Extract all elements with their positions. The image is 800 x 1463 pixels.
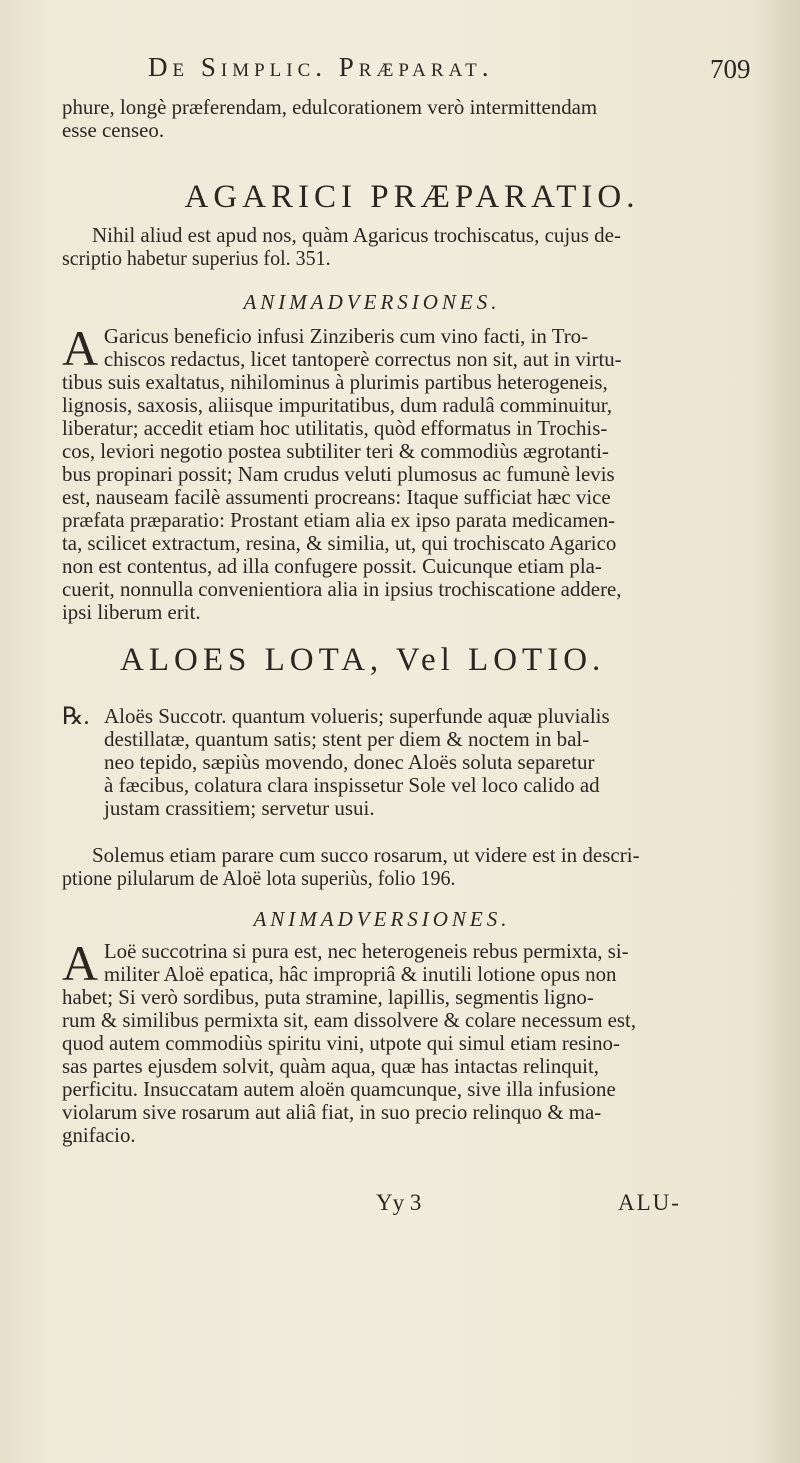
drop-capital: A — [62, 935, 99, 991]
text-line: Garicus beneficio infusi Zinziberis cum vino facti, in Tro- — [103, 324, 589, 348]
text-line: violarum sive rosarum aut aliâ fiat, in suo precio relinquo & ma- — [62, 1100, 602, 1124]
recipe-block — [62, 705, 762, 820]
text-line: ta, scilicet extractum, resina, & similia, ut, qui trochiscato Agarico — [62, 531, 617, 555]
text-line: Aloës Succotr. quantum volueris; superfunde aquæ pluvialis — [104, 704, 610, 728]
text-line: cuerit, nonnulla convenientiora alia in ipsius trochiscatione addere, — [62, 577, 622, 601]
page-number: 709 — [710, 54, 751, 84]
text-line: ipsi liberum erit. — [62, 600, 201, 624]
opening-paragraph — [62, 96, 762, 142]
text-line: liberatur; accedit etiam hoc utilitatis, quòd efformatus in Trochis- — [62, 416, 608, 440]
text-line: ptione pilularum de Aloë lota superiùs, folio 196. — [62, 866, 456, 890]
text-line: scriptio habetur superius fol. 351. — [62, 246, 331, 270]
page-content — [62, 52, 762, 1230]
animadversiones-heading-1: ANIMADVERSIONES. — [243, 290, 501, 314]
text-line: non est contentus, ad illa confugere possit. Cuicunque etiam pla- — [62, 554, 602, 578]
text-line: Solemus etiam parare cum succo rosarum, ut videre est in descri- — [92, 843, 640, 867]
text-line: bus propinari possit; Nam crudus veluti plumosus ac fumunè levis — [62, 462, 615, 486]
text-line: esse censeo. — [62, 118, 165, 142]
text-line: à fæcibus, colatura clara inspissetur Sole vel loco calido ad — [104, 773, 600, 797]
text-line: quod autem commodiùs spiritu vini, utpote qui simul etiam resino- — [62, 1031, 620, 1055]
running-head — [62, 52, 762, 96]
text-line: neo tepido, sæpiùs movendo, donec Aloës soluta separetur — [104, 750, 595, 774]
drop-capital: A — [62, 320, 99, 376]
section-heading-aloes: ALOES LOTA, Vel LOTIO. — [120, 642, 606, 678]
animadversiones-heading-2: ANIMADVERSIONES. — [253, 907, 511, 931]
text-line: chiscos redactus, licet tantoperè correctus non sit, aut in virtu- — [103, 347, 622, 371]
catchword: ALU- — [618, 1190, 681, 1215]
section-heading-agarici: AGARICI PRÆPARATIO. — [184, 179, 640, 215]
text-line: sas partes ejusdem solvit, quàm aqua, quæ has intactas relinquit, — [62, 1054, 599, 1078]
running-title: De Simplic. Præparat. — [148, 52, 494, 82]
solemus-paragraph — [62, 844, 762, 890]
text-line: gnifacio. — [62, 1123, 136, 1147]
text-line: Loë succotrina si pura est, nec heterogeneis rebus permixta, si- — [103, 939, 629, 963]
text-line: rum & similibus permixta sit, eam dissolvere & colare necessum est, — [62, 1008, 637, 1032]
recipe-text — [100, 705, 762, 820]
agarici-commentary — [62, 320, 762, 624]
text-line: cos, leviori negotio postea subtiliter teri & commodiùs ægrotanti- — [62, 439, 609, 463]
text-line: est, nauseam facilè assumenti procreans: Itaque sufficiat hæc vice — [62, 485, 611, 509]
text-line: lignosis, saxosis, aliisque impuritatibus, dum radulâ comminuitur, — [62, 393, 613, 417]
text-line: tibus suis exaltatus, nihilominus à plurimis partibus heterogeneis, — [62, 370, 608, 394]
page-footer — [62, 1190, 762, 1230]
signature-mark: Yy 3 — [376, 1190, 422, 1215]
agarici-intro — [62, 224, 762, 270]
aloes-commentary — [62, 935, 762, 1147]
text-line: militer Aloë epatica, hâc impropriâ & inutili lotione opus non — [103, 962, 617, 986]
text-line: præfata præparatio: Prostant etiam alia ex ipso parata medicamen- — [62, 508, 616, 532]
text-line: destillatæ, quantum satis; stent per diem & noctem in bal- — [104, 727, 590, 751]
text-line: justam crassitiem; servetur usui. — [104, 796, 375, 820]
text-line: habet; Si verò sordibus, puta stramine, lapillis, segmentis ligno- — [62, 985, 594, 1009]
recipe-symbol: ℞. — [62, 704, 90, 730]
text-line: phure, longè præferendam, edulcorationem verò intermittendam — [62, 95, 598, 119]
text-line: perficitu. Insuccatam autem aloën quamcunque, sive illa infusione — [62, 1077, 616, 1101]
text-line: Nihil aliud est apud nos, quàm Agaricus trochiscatus, cujus de- — [92, 223, 621, 247]
